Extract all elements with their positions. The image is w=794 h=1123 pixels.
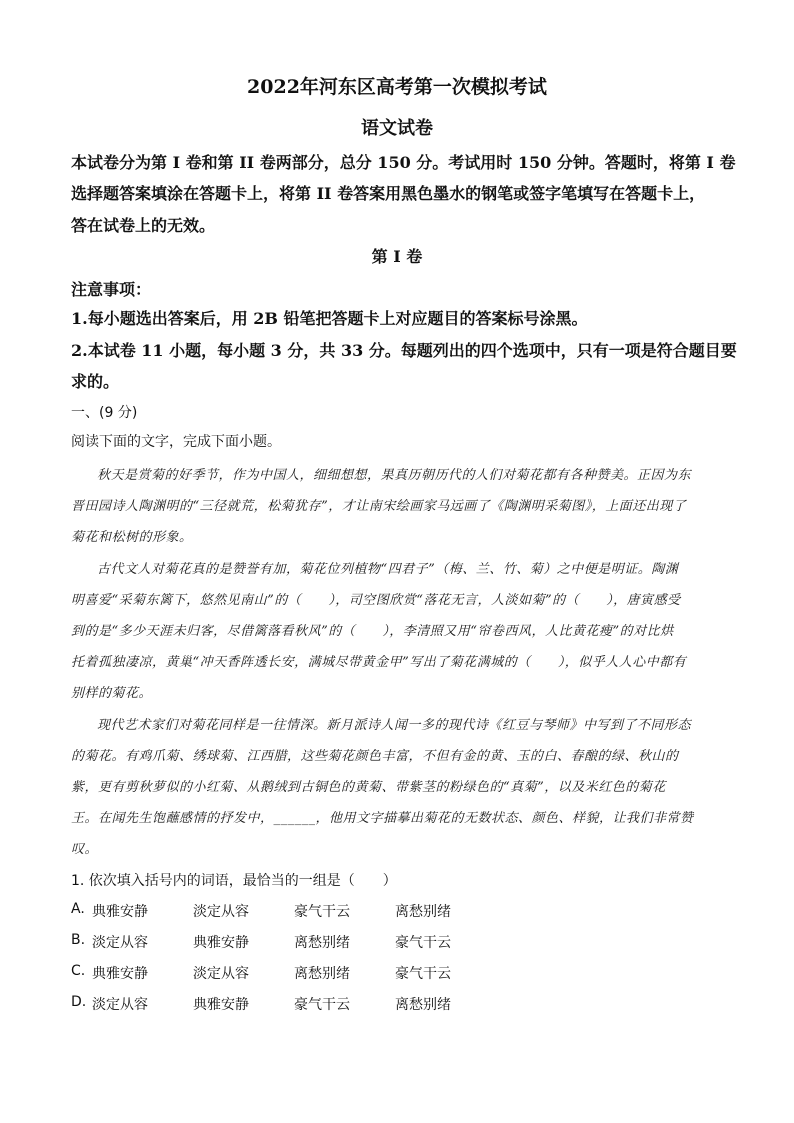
intro-line: 选择题答案填涂在答题卡上，将第 II 卷答案用黑色墨水的钢笔或签字笔填写在答题卡上，	[71, 184, 706, 203]
option-c-word: 典雅安静	[92, 966, 148, 982]
passage-line: 菊花和松树的形象。	[71, 530, 193, 545]
passage-line: 王。在闻先生饱蘸感情的抒发中，______，他用文字描摹出菊花的无数状态、颜色、样貌，让我们非常赞	[71, 811, 694, 826]
question-stem: 1. 依次填入括号内的词语，最恰当的一组是（ ）	[71, 873, 397, 889]
option-a-word: 豪气干云	[294, 904, 350, 920]
passage-line: 到的是“多少天涯未归客，尽借篱落看秋风”的（ ），李清照又用“帘卷西风，人比黄花瘦”的对比烘	[71, 624, 674, 639]
passage-line: 紫，更有剪秋萝似的小红菊、从鹅绒到古铜色的黄菊、带紫茎的粉绿色的“真菊”，以及米红色的菊花	[71, 780, 666, 795]
option-letter-d: D.	[71, 994, 87, 1010]
section-instruction: 阅读下面的文字，完成下面小题。	[71, 434, 281, 450]
notice-heading: 注意事项：	[71, 280, 152, 299]
option-d-word: 典雅安静	[193, 997, 249, 1013]
passage-line: 晋田园诗人陶渊明的“三径就荒，松菊犹存”，才让南宋绘画家马远画了《陶渊明采菊图》，上面还出现了	[71, 499, 687, 514]
exam-title: 2022年河东区高考第一次模拟考试	[247, 76, 547, 98]
passage-line: 的菊花。有鸡爪菊、绣球菊、江西腊，这些菊花颜色丰富，不但有金的黄、玉的白、春酿的绿、秋山的	[71, 749, 679, 764]
option-c-word: 淡定从容	[193, 966, 249, 982]
passage-line: 古代文人对菊花真的是赞誉有加，菊花位列植物“四君子”（梅、兰、竹、菊）之中便是明证。陶渊	[97, 562, 679, 577]
passage-line: 现代艺术家们对菊花同样是一往情深。新月派诗人闻一多的现代诗《红豆与琴师》中写到了不同形态	[97, 718, 692, 733]
passage-line: 秋天是赏菊的好季节，作为中国人，细细想想，果真历朝历代的人们对菊花都有各种赞美。正因为东	[97, 468, 692, 483]
passage-line: 明喜爱“采菊东篱下，悠然见南山”的（ ），司空图欣赏“落花无言，人淡如菊”的（ ），唐寅感受	[71, 593, 681, 608]
notice-item: 求的。	[71, 372, 120, 391]
exam-subtitle: 语文试卷	[361, 118, 433, 139]
passage-line: 叹。	[71, 842, 99, 857]
option-b-word: 离愁别绪	[294, 935, 350, 951]
option-b-word: 典雅安静	[193, 935, 249, 951]
option-letter-a: A.	[71, 901, 85, 917]
option-d-word: 淡定从容	[92, 997, 148, 1013]
option-letter-b: B.	[71, 932, 86, 948]
option-d-word: 离愁别绪	[395, 997, 451, 1013]
option-c-word: 豪气干云	[395, 966, 451, 982]
option-a-word: 典雅安静	[92, 904, 148, 920]
volume-title: 第 I 卷	[371, 247, 423, 266]
notice-item: 1.每小题选出答案后，用 2B 铅笔把答题卡上对应题目的答案标号涂黑。	[71, 309, 588, 328]
passage-line: 托着孤独凄凉，黄巢“冲天香阵透长安，满城尽带黄金甲”写出了菊花满城的（ ），似乎人人心中都有	[71, 655, 687, 670]
option-b-word: 豪气干云	[395, 935, 451, 951]
intro-line: 答在试卷上的无效。	[71, 216, 216, 235]
option-letter-c: C.	[71, 963, 86, 979]
option-a-word: 离愁别绪	[395, 904, 451, 920]
option-a-word: 淡定从容	[193, 904, 249, 920]
passage-line: 别样的菊花。	[71, 686, 153, 701]
section-heading: 一、(9 分)	[71, 405, 138, 421]
notice-item: 2.本试卷 11 小题，每小题 3 分，共 33 分。每题列出的四个选项中，只有一项是符合题目要	[71, 341, 737, 360]
option-b-word: 淡定从容	[92, 935, 148, 951]
option-d-word: 豪气干云	[294, 997, 350, 1013]
intro-line: 本试卷分为第 I 卷和第 II 卷两部分，总分 150 分。考试用时 150 分钟。答题时，将第 I 卷	[71, 153, 736, 172]
option-c-word: 离愁别绪	[294, 966, 350, 982]
